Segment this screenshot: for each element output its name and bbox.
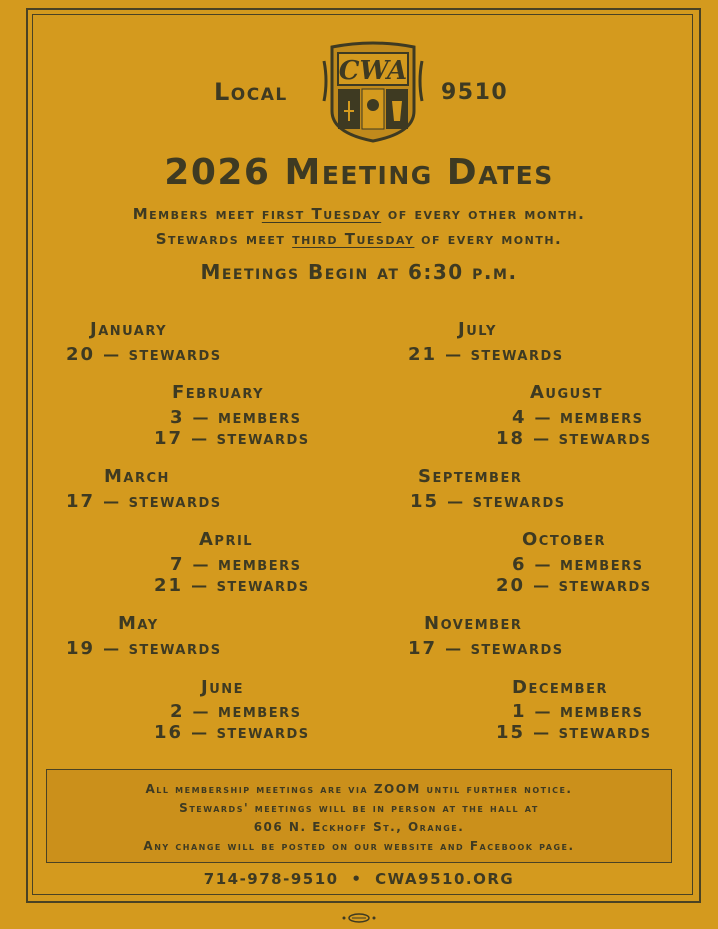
date-entry <box>154 428 310 449</box>
role-label: MEMBERS <box>218 706 302 721</box>
month-august: August <box>530 382 603 403</box>
notice-text: until further notice. <box>420 782 573 796</box>
phone-number: 714-978-9510 <box>203 870 339 888</box>
date-entry <box>66 344 222 365</box>
subtitle-text: Stewards meet <box>155 230 293 248</box>
bullet-separator: • <box>351 870 363 888</box>
date-entry <box>170 701 301 722</box>
meetings-begin: Meetings Begin at 6:30 p.m. <box>200 260 518 284</box>
dash: — <box>534 408 553 427</box>
role-label: STEWARDS <box>128 496 222 511</box>
date-entry <box>154 722 310 743</box>
ornament-icon <box>340 913 378 923</box>
day-number: 21 <box>408 344 438 365</box>
stewards-meet-line <box>0 230 718 248</box>
day-number: 2 <box>170 701 185 722</box>
day-number: 16 <box>154 722 184 743</box>
dash: — <box>533 723 551 742</box>
notice-text: All membership meetings are via <box>145 782 374 796</box>
date-entry <box>496 428 652 449</box>
month-december: December <box>512 677 608 698</box>
dash: — <box>103 492 121 511</box>
footer-contact <box>0 870 718 888</box>
dash: — <box>103 639 121 658</box>
role-label: STEWARDS <box>558 727 652 742</box>
day-number: 1 <box>512 701 527 722</box>
date-entry <box>66 638 222 659</box>
day-number: 18 <box>496 428 526 449</box>
day-number: 3 <box>170 407 185 428</box>
dash: — <box>191 429 209 448</box>
role-label: MEMBERS <box>218 559 302 574</box>
zoom-text: ZOOM <box>373 782 421 796</box>
day-number: 15 <box>410 491 440 512</box>
dash: — <box>445 345 463 364</box>
role-label: MEMBERS <box>560 559 644 574</box>
date-entry <box>408 344 564 365</box>
dash: — <box>533 429 551 448</box>
page-title: 2026 Meeting Dates <box>164 152 554 193</box>
day-number: 17 <box>66 491 96 512</box>
role-label: STEWARDS <box>216 433 310 448</box>
role-label: MEMBERS <box>560 412 644 427</box>
dash: — <box>103 345 121 364</box>
dash: — <box>192 555 211 574</box>
month-october: October <box>522 529 607 550</box>
month-april: April <box>199 529 254 550</box>
subtitle-text: of every month. <box>414 230 563 248</box>
date-entry <box>496 575 652 596</box>
role-label: STEWARDS <box>128 349 222 364</box>
dash: — <box>191 576 209 595</box>
third-tuesday-text: third Tuesday <box>292 230 415 248</box>
role-label: STEWARDS <box>216 727 310 742</box>
dash: — <box>192 408 211 427</box>
day-number: 19 <box>66 638 96 659</box>
inner-border <box>32 14 693 895</box>
date-entry <box>410 491 566 512</box>
date-entry <box>170 554 301 575</box>
date-entry <box>512 407 643 428</box>
notice-address: 606 N. Eckhoff St., Orange. <box>253 820 465 834</box>
role-label: STEWARDS <box>470 643 564 658</box>
month-september: September <box>418 466 523 487</box>
day-number: 4 <box>512 407 527 428</box>
month-may: May <box>118 613 159 634</box>
day-number: 7 <box>170 554 185 575</box>
date-entry <box>496 722 652 743</box>
members-meet-line <box>0 205 718 223</box>
month-november: November <box>424 613 523 634</box>
role-label: STEWARDS <box>216 580 310 595</box>
role-label: STEWARDS <box>470 349 564 364</box>
dash: — <box>192 702 211 721</box>
day-number: 15 <box>496 722 526 743</box>
notice-line: Stewards' meetings will be in person at the hall at <box>179 801 539 815</box>
dash: — <box>445 639 463 658</box>
day-number: 20 <box>496 575 526 596</box>
role-label: STEWARDS <box>472 496 566 511</box>
local-label: Local <box>214 78 288 106</box>
first-tuesday-text: first Tuesday <box>261 205 382 223</box>
dash: — <box>533 576 551 595</box>
date-entry <box>66 491 222 512</box>
day-number: 17 <box>408 638 438 659</box>
month-february: February <box>172 382 265 403</box>
local-number: 9510 <box>441 80 509 105</box>
role-label: MEMBERS <box>560 706 644 721</box>
month-july: July <box>458 319 497 340</box>
subtitle-text: Members meet <box>132 205 262 223</box>
day-number: 6 <box>512 554 527 575</box>
logo-text: CWA <box>338 56 408 86</box>
date-entry <box>154 575 310 596</box>
day-number: 17 <box>154 428 184 449</box>
role-label: MEMBERS <box>218 412 302 427</box>
date-entry <box>170 407 301 428</box>
cwa-logo <box>322 41 424 143</box>
date-entry <box>512 701 643 722</box>
dash: — <box>447 492 465 511</box>
date-entry <box>408 638 564 659</box>
notice-box <box>46 769 672 863</box>
month-march: March <box>104 466 170 487</box>
notice-line <box>47 780 671 799</box>
role-label: STEWARDS <box>558 580 652 595</box>
date-entry <box>512 554 643 575</box>
role-label: STEWARDS <box>558 433 652 448</box>
subtitle-text: of every other month. <box>381 205 586 223</box>
dash: — <box>191 723 209 742</box>
month-june: June <box>201 677 245 698</box>
day-number: 20 <box>66 344 96 365</box>
day-number: 21 <box>154 575 184 596</box>
role-label: STEWARDS <box>128 643 222 658</box>
dash: — <box>534 555 553 574</box>
notice-line: Any change will be posted on our website and Facebook page. <box>143 839 575 853</box>
month-january: January <box>90 319 168 340</box>
dash: — <box>534 702 553 721</box>
website-link[interactable]: CWA9510.ORG <box>375 870 515 888</box>
